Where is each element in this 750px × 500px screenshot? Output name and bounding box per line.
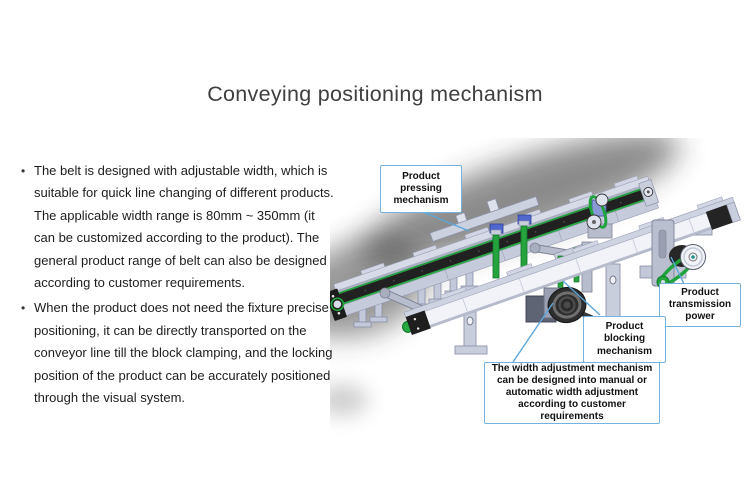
callout-label: Product pressing mechanism xyxy=(393,170,449,207)
bullet-list xyxy=(21,160,339,412)
callout-label: Product blocking mechanism xyxy=(596,321,653,357)
page-title: Conveying positioning mechanism xyxy=(207,82,543,106)
callout-product-transmission xyxy=(659,283,741,327)
bullet-item: • When the product does not need the fixture precise positioning, it can be directly transported on the conveyor line till the block clamping, and the locking position of the product can be accurately positioned through the visual system. xyxy=(21,297,339,409)
callout-product-blocking xyxy=(583,316,666,363)
callout-label: The width adjustment mechanism can be designed into manual or automatic width adjustment according to customer requirements xyxy=(491,362,653,423)
callout-width-adjustment xyxy=(484,362,660,424)
bullet-item: • The belt is designed with adjustable width, which is suitable for quick line changing of different products. The applicable width range is 80mm ~ 350mm (it can be customized according to the product). The general product range of belt can also be designed according to customer requirements. xyxy=(21,160,339,294)
callout-label: Product transmission power xyxy=(668,286,732,323)
callout-product-pressing xyxy=(380,165,462,213)
